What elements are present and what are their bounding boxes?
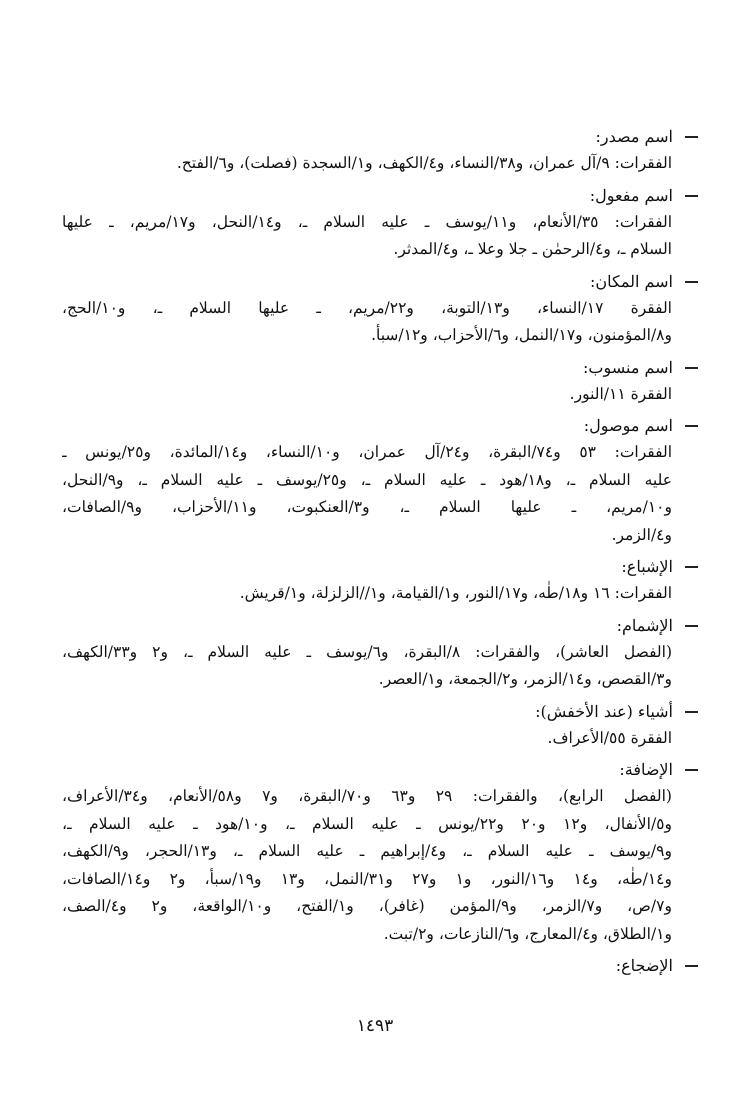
entry-reference-line: و١/الطلاق، و٤/المعارج، و٦/النازعات، و٢/تبت. (383, 924, 672, 943)
entry-reference-line: عليه السلام ـ، و١٨/هود ـ عليه السلام ـ، و٢٥/يوسف ـ عليه السلام ـ، و٩/النحل، (62, 470, 672, 489)
entry-reference-line: و٥/الأنفال، و١٢ و٢٠ و٢٢/يونس ـ عليه السلام ـ، و١٠/هود ـ عليه السلام ـ، (62, 814, 672, 833)
entry-heading-row (62, 554, 672, 580)
entry-dash-marker (685, 367, 698, 369)
entry-dash-marker (685, 195, 698, 197)
entry-reference-line: و٧/ص، و٧/الزمر، و٩/المؤمن (غافر)، و١/الفتح، و١٠/الواقعة، و٢ و٤/الصف، (62, 897, 672, 915)
entry-heading: اسم مفعول: (589, 185, 673, 205)
entry-dash-marker (685, 769, 698, 771)
entry-heading: الإضافة: (619, 760, 673, 779)
index-entry (62, 183, 672, 264)
entry-heading-row (62, 757, 672, 783)
entry-heading-row (62, 124, 672, 150)
entry-heading-row (62, 183, 672, 209)
index-entry (62, 757, 672, 948)
index-entry (62, 613, 672, 694)
entry-reference-line: الفقرات: ٥٣ و٧٤/البقرة، و٢٤/آل عمران، و١٠/النساء، و١٤/المائدة، و٢٥/يونس ـ (62, 443, 672, 461)
entry-reference-line: السلام ـ، و٤/الرحمٰن ـ جلا وعلا ـ، و٤/المدثر. (393, 240, 672, 258)
entry-reference-line: و٩/يوسف ـ عليه السلام ـ، و٤/إبراهيم ـ عليه السلام ـ، و١٣/الحجر، و٩/الكهف، (62, 842, 672, 860)
entry-heading-row (62, 699, 672, 725)
index-entry (62, 699, 672, 753)
entry-reference-line: الفقرات: ٣٥/الأنعام، و١١/يوسف ـ عليه السلام ـ، و١٤/النحل، و١٧/مريم، ـ عليها (62, 212, 672, 231)
entry-dash-marker (685, 965, 698, 967)
entry-dash-marker (685, 281, 698, 283)
entry-heading: الإضجاع: (615, 956, 673, 975)
entry-heading: اسم موصول: (583, 416, 673, 435)
entry-heading: اسم مصدر: (595, 127, 673, 146)
entry-reference-line: و٤/الزمر. (611, 525, 672, 544)
entry-dash-marker (685, 625, 698, 627)
index-entry (62, 124, 672, 178)
entry-reference-line: الفقرة ٥٥/الأعراف. (547, 728, 672, 747)
entry-reference-line: و١٠/مريم، ـ عليها السلام ـ، و٣/العنكبوت، و١١/الأحزاب، و٩/الصافات، (62, 498, 672, 516)
entry-heading-row (62, 613, 672, 639)
index-entry (62, 269, 672, 350)
index-entry (62, 413, 672, 549)
entry-reference-line: (الفصل الرابع)، والفقرات: ٢٩ و٦٣ و٧٠/البقرة، و٧ و٥٨/الأنعام، و٣٤/الأعراف، (62, 787, 672, 805)
entry-reference-line: و١٤/طٰه، و١٤ و١٦/النور، و١ و٢٧ و٣١/النمل، و١٣ و١٩/سبأ، و٢ و١٤/الصافات، (62, 869, 672, 888)
entry-heading: الإشمام: (616, 615, 673, 635)
entry-dash-marker (685, 425, 698, 427)
entry-reference-line: الفقرات: ١٦ و١٨/طٰه، و١٧/النور، و١/القيامة، و١//الزلزلة، و١/قريش. (239, 584, 672, 602)
entry-heading-row (62, 953, 672, 979)
entry-dash-marker (685, 136, 698, 138)
entry-heading-row (62, 413, 672, 439)
index-entry (62, 554, 672, 608)
entry-reference-line: و٨/المؤمنون، و١٧/النمل، و٦/الأحزاب، و١٢/سبأ. (371, 326, 672, 344)
entry-reference-line: الفقرات: ٩/آل عمران، و٣٨/النساء، و٤/الكهف، و١/السجدة (فصلت)، و٦/الفتح. (176, 154, 672, 172)
entry-heading-row (62, 269, 672, 295)
entry-reference-line: الفقرة ١٧/النساء، و١٣/التوبة، و٢٢/مريم، ـ عليها السلام ـ، و١٠/الحج، (62, 298, 672, 317)
page-number: ١٤٩٣ (356, 1016, 394, 1036)
index-entry (62, 355, 672, 409)
entry-reference-line: و٣/القصص، و١٤/الزمر، و٢/الجمعة، و١/العصر. (378, 670, 672, 688)
entry-heading: أشياء (عند الأخفش): (535, 701, 673, 721)
entry-dash-marker (685, 566, 698, 568)
entry-heading: اسم منسوب: (583, 357, 673, 377)
entry-dash-marker (685, 711, 698, 713)
entry-heading-row (62, 355, 672, 381)
entry-heading: الإشباع: (621, 557, 673, 576)
entry-reference-line: الفقرة ١١/النور. (569, 384, 672, 403)
entry-heading: اسم المكان: (589, 271, 673, 291)
index-entry (62, 953, 672, 979)
index-entries (62, 124, 672, 979)
entry-reference-line: (الفصل العاشر)، والفقرات: ٨/البقرة، و٦/يوسف ـ عليه السلام ـ، و٢ و٣٣/الكهف، (62, 642, 672, 661)
